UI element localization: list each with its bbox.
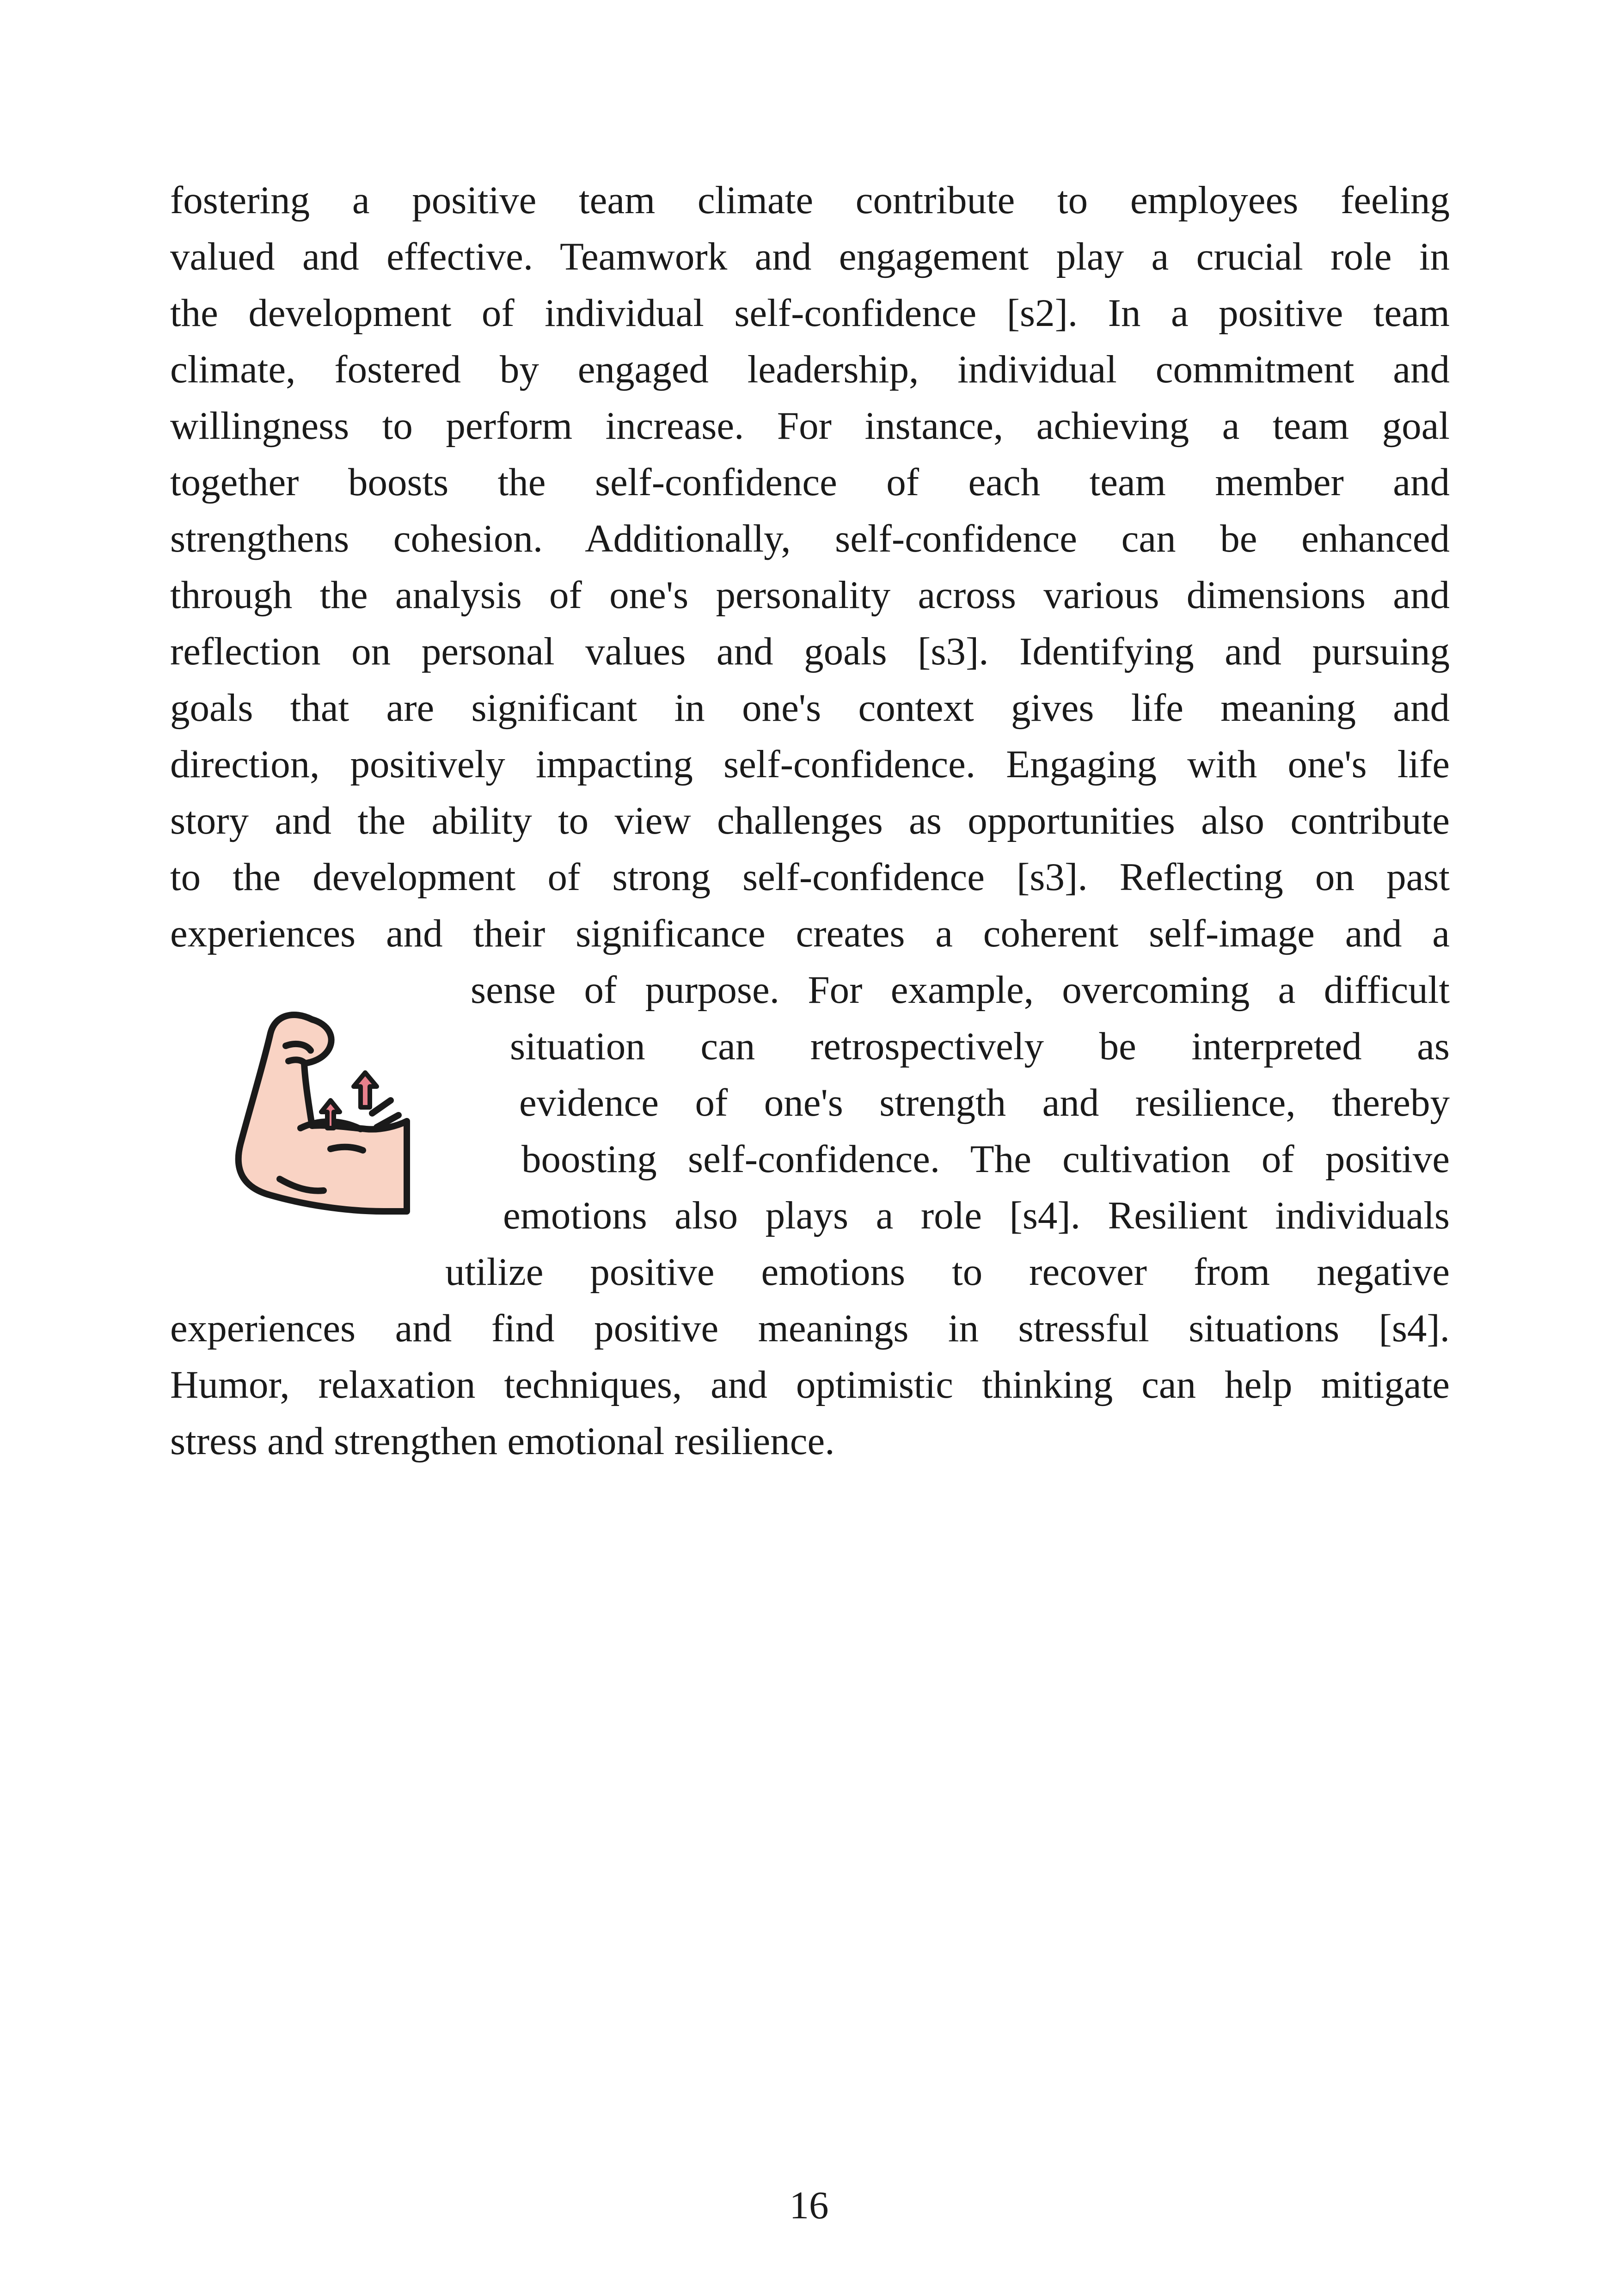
body-line: story and the ability to view challenges as opportunities also contribute bbox=[170, 799, 1450, 842]
body-line: situation can retrospectively be interpreted as bbox=[510, 1025, 1450, 1068]
page-number: 16 bbox=[789, 2184, 829, 2227]
body-line: evidence of one's strength and resilience, thereby bbox=[519, 1081, 1450, 1124]
body-line: goals that are significant in one's context gives life meaning and bbox=[170, 686, 1450, 730]
body-line: Humor, relaxation techniques, and optimistic thinking can help mitigate bbox=[170, 1363, 1450, 1406]
body-line: fostering a positive team climate contribute to employees feeling bbox=[170, 178, 1450, 222]
body-line: strengthens cohesion. Additionally, self-confidence can be enhanced bbox=[170, 517, 1450, 560]
body-line: emotions also plays a role [s4]. Resilient individuals bbox=[503, 1194, 1450, 1237]
body-line: to the development of strong self-confidence [s3]. Reflecting on past bbox=[170, 855, 1450, 899]
body-line: direction, positively impacting self-confidence. Engaging with one's life bbox=[170, 743, 1450, 786]
body-line: together boosts the self-confidence of each team member and bbox=[170, 460, 1450, 504]
body-line: through the analysis of one's personality across various dimensions and bbox=[170, 573, 1450, 617]
body-line: willingness to perform increase. For instance, achieving a team goal bbox=[170, 404, 1450, 448]
flexed-arm-icon bbox=[231, 994, 425, 1234]
body-line: the development of individual self-confidence [s2]. In a positive team bbox=[170, 291, 1450, 335]
body-line: stress and strengthen emotional resilience. bbox=[170, 1419, 835, 1463]
body-line: sense of purpose. For example, overcoming a difficult bbox=[471, 968, 1450, 1012]
body-line: experiences and their significance creates a coherent self-image and a bbox=[170, 912, 1450, 955]
body-line: valued and effective. Teamwork and engagement play a crucial role in bbox=[170, 235, 1450, 278]
body-line: reflection on personal values and goals [s3]. Identifying and pursuing bbox=[170, 630, 1450, 673]
body-line: climate, fostered by engaged leadership, individual commitment and bbox=[170, 348, 1450, 391]
body-line: boosting self-confidence. The cultivation of positive bbox=[521, 1137, 1450, 1181]
body-line: experiences and find positive meanings in stressful situations [s4]. bbox=[170, 1307, 1450, 1350]
body-line: utilize positive emotions to recover from negative bbox=[445, 1250, 1450, 1294]
